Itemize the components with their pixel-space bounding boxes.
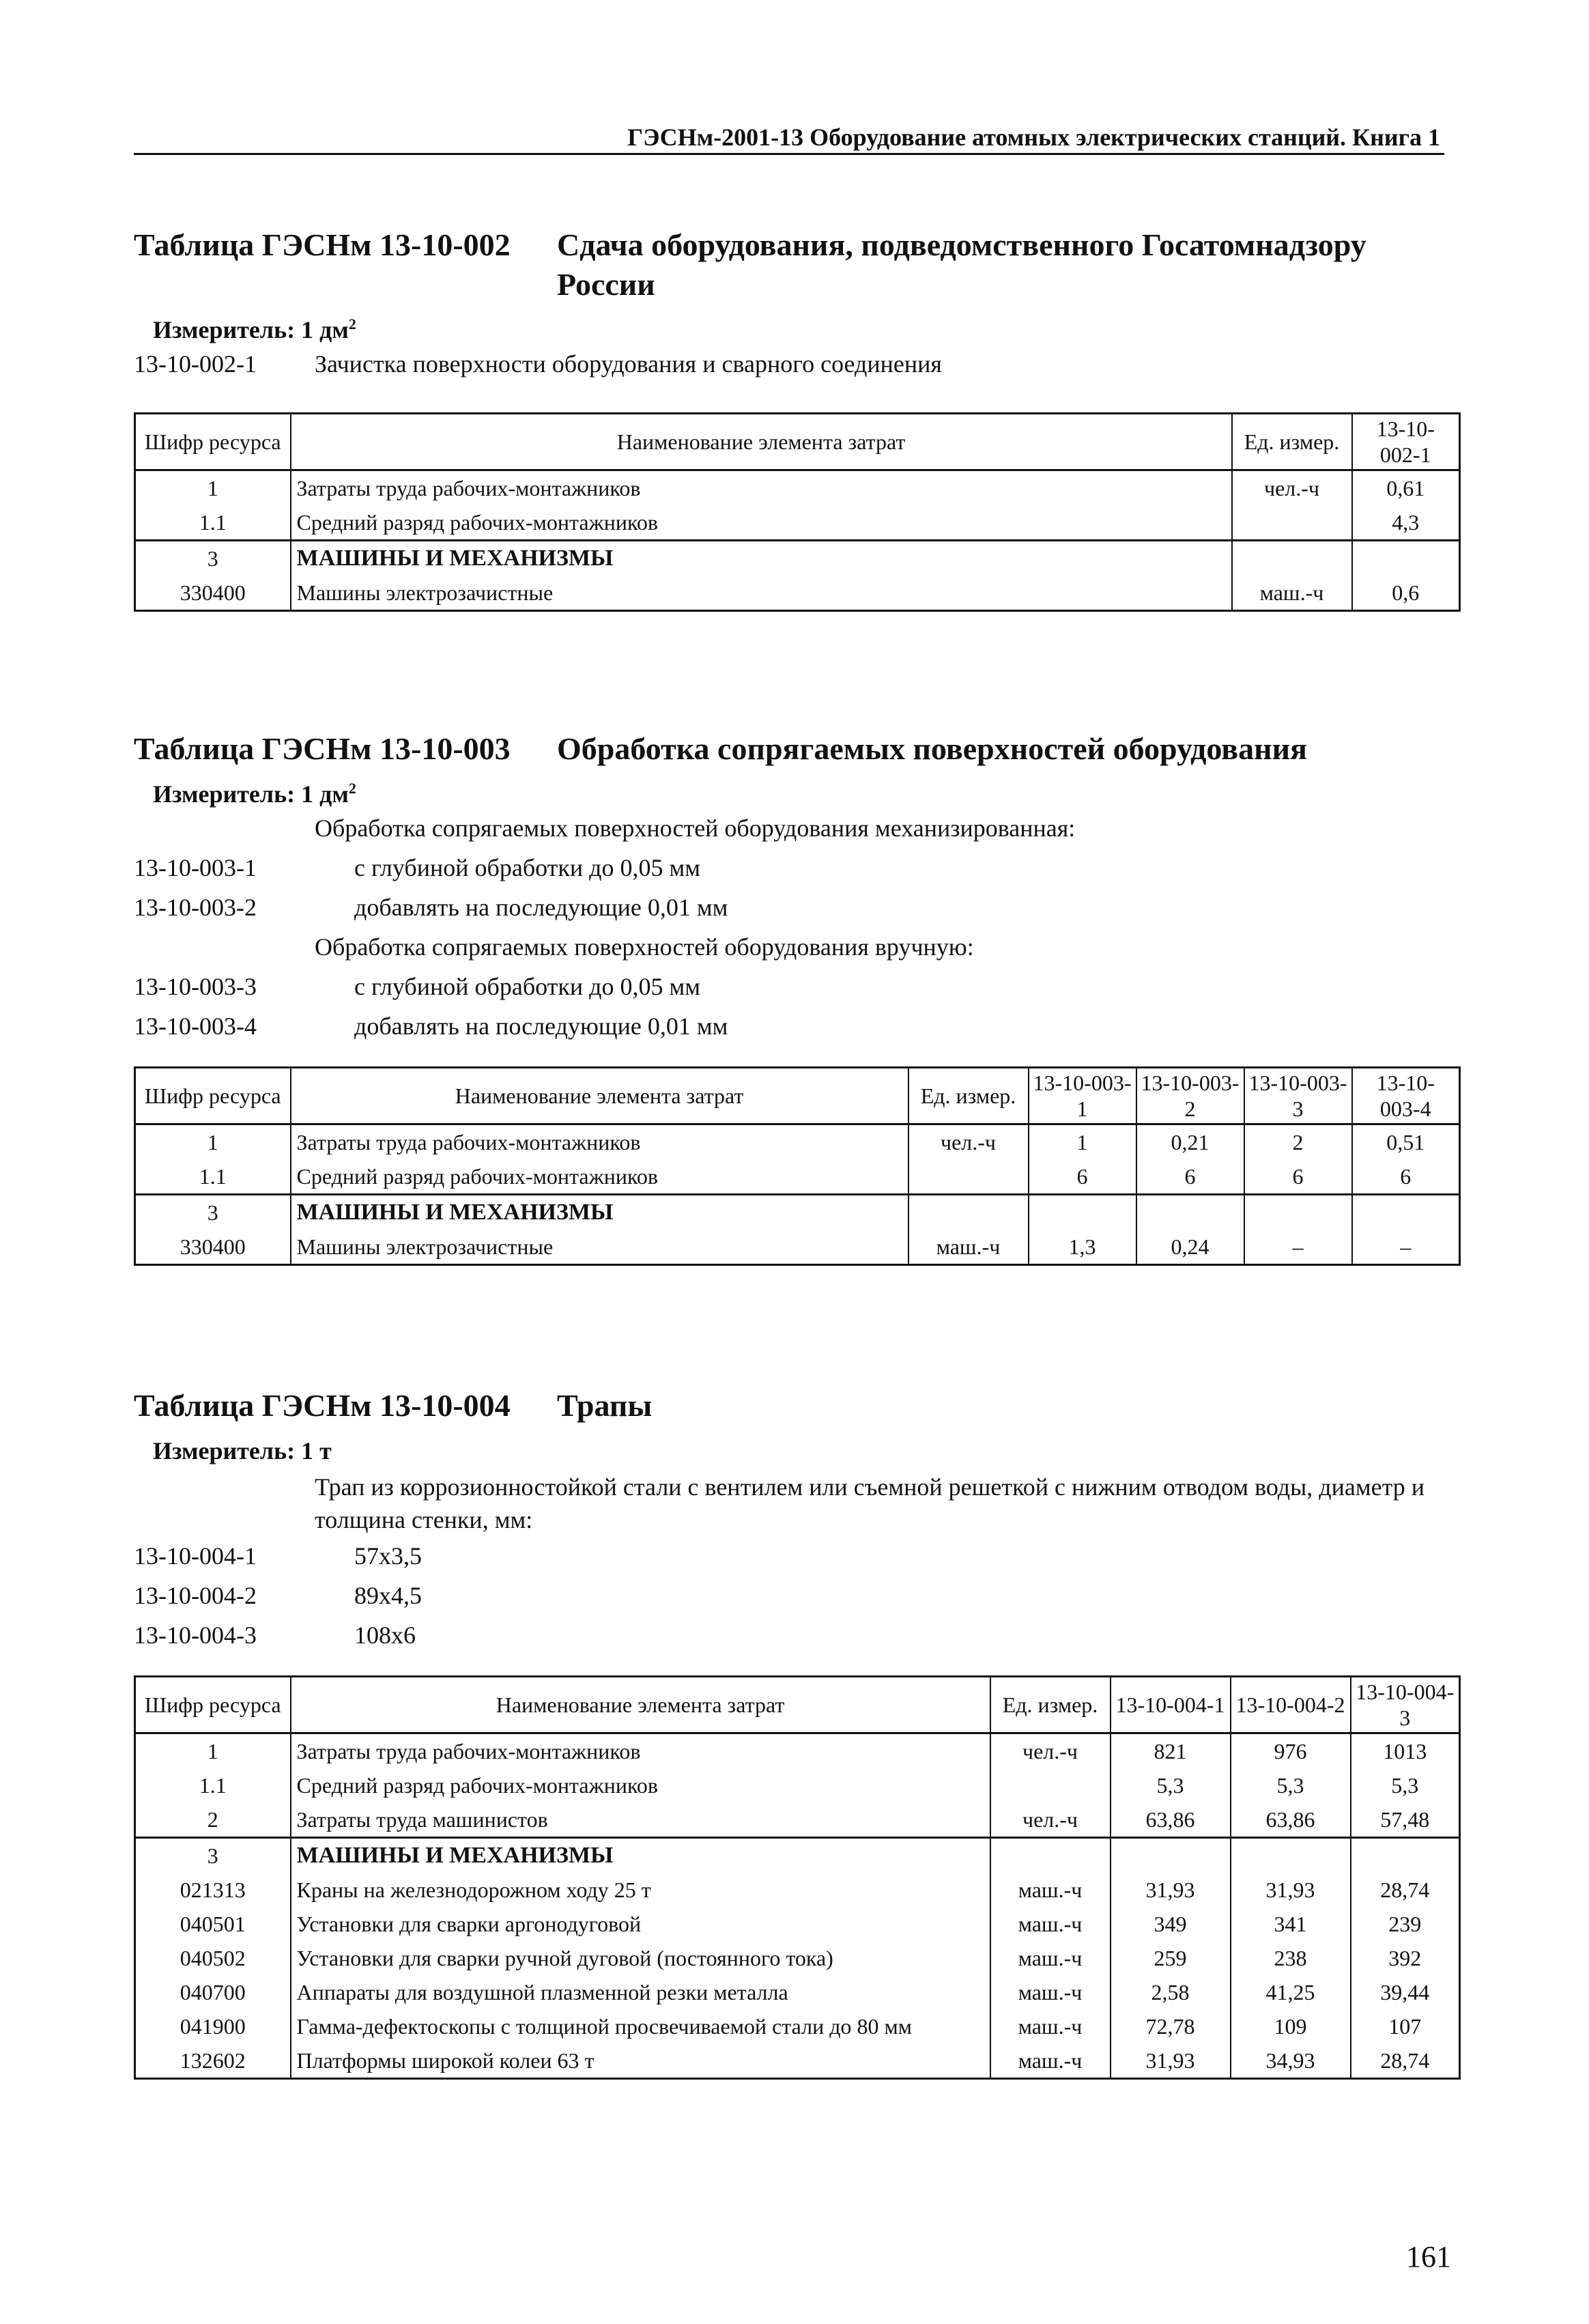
header-text: ГЭСНм-2001-13 Оборудование атомных электрических станций. Книга 1: [627, 124, 1440, 151]
table-number: Таблица ГЭСНм 13-10-003: [134, 731, 511, 766]
value-cell: 6: [1352, 1159, 1460, 1195]
cost-element-name: Гамма-дефектоскопы с толщиной просвечиваемой стали до 80 мм: [291, 2009, 990, 2043]
table-row: [135, 1873, 1460, 1907]
table-header-row: [135, 414, 1460, 470]
resource-code: 3: [135, 1195, 291, 1230]
cost-element-name: Машины электрозачистные: [291, 1230, 908, 1265]
cost-element-name: Затраты труда машинистов: [291, 1802, 990, 1838]
value-cell: 6: [1029, 1159, 1136, 1195]
measure-unit: [153, 1436, 1458, 1465]
value-cell: 0,21: [1136, 1124, 1244, 1160]
table-header-row: [135, 1068, 1460, 1124]
section-13-10-004: [134, 1386, 1458, 2080]
unit: [1232, 505, 1352, 541]
table-row: [135, 1907, 1460, 1941]
cost-element-name: Затраты труда рабочих-монтажников: [291, 1733, 990, 1769]
table-row: [135, 2043, 1460, 2079]
measure-superscript: 2: [348, 780, 356, 797]
table-row: [135, 1124, 1460, 1160]
description-item: [134, 344, 1458, 384]
value-cell: 63,86: [1231, 1802, 1351, 1838]
value-cell: 238: [1231, 1941, 1351, 1975]
unit: маш.-ч: [990, 1907, 1111, 1941]
resource-code: 1: [135, 470, 291, 506]
unit: [990, 1838, 1111, 1873]
value-cell: [1244, 1195, 1352, 1230]
value-cell: 107: [1351, 2009, 1460, 2043]
resource-code: 1.1: [135, 1159, 291, 1195]
value-cell: 6: [1244, 1159, 1352, 1195]
table-number: Таблица ГЭСНм 13-10-004: [134, 1388, 511, 1423]
description-item: [134, 1536, 1458, 1576]
value-cell: 31,93: [1111, 2043, 1231, 2079]
table-row: [135, 1733, 1460, 1769]
column-header: Ед. измер.: [1232, 414, 1352, 470]
value-cell: [1352, 1195, 1460, 1230]
resource-code: 1.1: [135, 505, 291, 541]
value-cell: 6: [1136, 1159, 1244, 1195]
value-cell: 976: [1231, 1733, 1351, 1769]
table-row: [135, 2009, 1460, 2043]
table-header-row: [135, 1677, 1460, 1733]
column-header: 13-10-003-1: [1029, 1068, 1136, 1124]
description-code: 13-10-002-1: [134, 350, 257, 378]
value-cell: 31,93: [1111, 1873, 1231, 1907]
table-row: [135, 1975, 1460, 2009]
unit: чел.-ч: [990, 1802, 1111, 1838]
value-cell: 259: [1111, 1941, 1231, 1975]
cost-element-name: Затраты труда рабочих-монтажников: [291, 470, 1232, 506]
description-text: добавлять на последующие 0,01 мм: [354, 894, 728, 921]
resource-code: 330400: [135, 1230, 291, 1265]
cost-element-name: Аппараты для воздушной плазменной резки металла: [291, 1975, 990, 2009]
resource-code: 040502: [135, 1941, 291, 1975]
description-item: [134, 1576, 1458, 1615]
measure-label: Измеритель: 1 т: [153, 1437, 332, 1464]
column-header: 13-10-003-2: [1136, 1068, 1244, 1124]
resource-code: 1: [135, 1124, 291, 1160]
group-heading: МАШИНЫ И МЕХАНИЗМЫ: [291, 541, 1232, 576]
table-row: [135, 1159, 1460, 1195]
resource-code: 040700: [135, 1975, 291, 2009]
description-item: [134, 808, 1458, 848]
column-header: Наименование элемента затрат: [291, 1677, 990, 1733]
table-row: [135, 1941, 1460, 1975]
value-cell: 1013: [1351, 1733, 1460, 1769]
table-row: [135, 1195, 1460, 1230]
value-cell: 5,3: [1351, 1768, 1460, 1802]
unit: [990, 1768, 1111, 1802]
column-header: Шифр ресурса: [135, 1677, 291, 1733]
column-header: Шифр ресурса: [135, 414, 291, 470]
description-text: с глубиной обработки до 0,05 мм: [354, 854, 701, 881]
description-code: [134, 1471, 315, 1536]
value-cell: 2: [1244, 1124, 1352, 1160]
cost-element-name: Машины электрозачистные: [291, 576, 1232, 611]
value-cell: 392: [1351, 1941, 1460, 1975]
value-cell: 57,48: [1351, 1802, 1460, 1838]
resource-code: 2: [135, 1802, 291, 1838]
page-number: 161: [1406, 2240, 1451, 2273]
resource-code: 1.1: [135, 1768, 291, 1802]
table-number: Таблица ГЭСНм 13-10-002: [134, 227, 511, 262]
description-text: Зачистка поверхности оборудования и сварного соединения: [315, 350, 942, 378]
table-row: [135, 541, 1460, 576]
column-header: 13-10-003-3: [1244, 1068, 1352, 1124]
column-header: Наименование элемента затрат: [291, 414, 1232, 470]
cost-table: [134, 1675, 1461, 2080]
description-code: 13-10-003-3: [134, 973, 257, 1000]
table-row: [135, 1802, 1460, 1838]
cost-element-name: Затраты труда рабочих-монтажников: [291, 1124, 908, 1160]
resource-code: 021313: [135, 1873, 291, 1907]
resource-code: 3: [135, 541, 291, 576]
value-cell: [1029, 1195, 1136, 1230]
value-cell: [1111, 1838, 1231, 1873]
description-text: 89х4,5: [354, 1582, 422, 1609]
description-text: Обработка сопрягаемых поверхностей оборудования механизированная:: [315, 814, 1076, 842]
unit: [908, 1159, 1029, 1195]
group-heading: МАШИНЫ И МЕХАНИЗМЫ: [291, 1838, 990, 1873]
table-title: Обработка сопрягаемых поверхностей оборудования: [557, 731, 1307, 766]
unit: маш.-ч: [990, 1941, 1111, 1975]
description-list: [134, 344, 1458, 384]
column-header: 13-10-004-3: [1351, 1677, 1460, 1733]
description-code: 13-10-003-2: [134, 894, 257, 921]
unit: чел.-ч: [908, 1124, 1029, 1160]
description-item: [134, 1615, 1458, 1655]
table-title: Трапы: [557, 1388, 653, 1423]
description-item: [134, 927, 1458, 967]
description-code: 13-10-003-4: [134, 1012, 257, 1040]
column-header: 13-10-004-2: [1231, 1677, 1351, 1733]
unit: [908, 1195, 1029, 1230]
value-cell: 5,3: [1111, 1768, 1231, 1802]
column-header: Шифр ресурса: [135, 1068, 291, 1124]
table-title: Сдача оборудования, подведомственного Госатомнадзору России: [557, 227, 1366, 302]
description-list: [134, 808, 1458, 1046]
value-cell: 1,3: [1029, 1230, 1136, 1265]
value-cell: 0,24: [1136, 1230, 1244, 1265]
unit: чел.-ч: [990, 1733, 1111, 1769]
measure-unit: [153, 780, 1458, 808]
table-heading: [134, 225, 1458, 304]
unit: маш.-ч: [1232, 576, 1352, 611]
column-header: Ед. измер.: [990, 1677, 1111, 1733]
unit: [1232, 541, 1352, 576]
column-header: Ед. измер.: [908, 1068, 1029, 1124]
value-cell: 63,86: [1111, 1802, 1231, 1838]
cost-element-name: Установки для сварки аргонодуговой: [291, 1907, 990, 1941]
value-cell: 1: [1029, 1124, 1136, 1160]
table-row: [135, 1230, 1460, 1265]
description-item: [134, 1006, 1458, 1046]
value-cell: [1351, 1838, 1460, 1873]
value-cell: –: [1352, 1230, 1460, 1265]
description-text: 57х3,5: [354, 1542, 422, 1570]
table-row: [135, 470, 1460, 506]
table-heading: [134, 729, 1458, 769]
section-13-10-002: [134, 225, 1458, 612]
value-cell: 109: [1231, 2009, 1351, 2043]
resource-code: 040501: [135, 1907, 291, 1941]
value-cell: 2,58: [1111, 1975, 1231, 2009]
measure-unit: [153, 315, 1458, 344]
value-cell: 28,74: [1351, 2043, 1460, 2079]
description-item: [134, 848, 1458, 888]
column-header: 13-10-002-1: [1352, 414, 1460, 470]
value-cell: [1136, 1195, 1244, 1230]
description-text: добавлять на последующие 0,01 мм: [354, 1012, 728, 1040]
value-cell: 28,74: [1351, 1873, 1460, 1907]
value-cell: [1231, 1838, 1351, 1873]
description-text: Обработка сопрягаемых поверхностей оборудования вручную:: [315, 933, 974, 961]
table-row: [135, 576, 1460, 611]
value-cell: 0,51: [1352, 1124, 1460, 1160]
value-cell: 0,61: [1352, 470, 1460, 506]
column-header: 13-10-004-1: [1111, 1677, 1231, 1733]
section-13-10-003: [134, 729, 1458, 1266]
cost-element-name: Средний разряд рабочих-монтажников: [291, 1159, 908, 1195]
table-heading: [134, 1386, 1458, 1426]
value-cell: 349: [1111, 1907, 1231, 1941]
table-row: [135, 1838, 1460, 1873]
cost-element-name: Установки для сварки ручной дуговой (постоянного тока): [291, 1941, 990, 1975]
table-row: [135, 1768, 1460, 1802]
unit: маш.-ч: [990, 1873, 1111, 1907]
cost-element-name: Краны на железнодорожном ходу 25 т: [291, 1873, 990, 1907]
measure-label: Измеритель: 1 дм: [153, 316, 349, 343]
cost-element-name: Платформы широкой колеи 63 т: [291, 2043, 990, 2079]
measure-label: Измеритель: 1 дм: [153, 780, 349, 808]
resource-code: 3: [135, 1838, 291, 1873]
column-header: 13-10-003-4: [1352, 1068, 1460, 1124]
description-text: с глубиной обработки до 0,05 мм: [354, 973, 701, 1000]
unit: маш.-ч: [908, 1230, 1029, 1265]
description-item: [134, 888, 1458, 927]
value-cell: 34,93: [1231, 2043, 1351, 2079]
value-cell: 41,25: [1231, 1975, 1351, 2009]
value-cell: 821: [1111, 1733, 1231, 1769]
cost-element-name: Средний разряд рабочих-монтажников: [291, 1768, 990, 1802]
cost-table: [134, 1066, 1461, 1266]
header-rule: [134, 153, 1444, 155]
value-cell: 4,3: [1352, 505, 1460, 541]
description-code: [134, 808, 315, 848]
description-item: [134, 1471, 1458, 1536]
value-cell: –: [1244, 1230, 1352, 1265]
value-cell: 5,3: [1231, 1768, 1351, 1802]
resource-code: 132602: [135, 2043, 291, 2079]
unit: чел.-ч: [1232, 470, 1352, 506]
cost-element-name: Средний разряд рабочих-монтажников: [291, 505, 1232, 541]
description-code: 13-10-004-2: [134, 1582, 257, 1609]
description-code: [134, 927, 315, 967]
group-heading: МАШИНЫ И МЕХАНИЗМЫ: [291, 1195, 908, 1230]
value-cell: 0,6: [1352, 576, 1460, 611]
column-header: Наименование элемента затрат: [291, 1068, 908, 1124]
value-cell: 341: [1231, 1907, 1351, 1941]
description-code: 13-10-003-1: [134, 854, 257, 881]
running-header: [134, 123, 1444, 155]
value-cell: 31,93: [1231, 1873, 1351, 1907]
resource-code: 041900: [135, 2009, 291, 2043]
unit: маш.-ч: [990, 2043, 1111, 2079]
description-code: 13-10-004-1: [134, 1542, 257, 1570]
description-text: Трап из коррозионностойкой стали с вентилем или съемной решеткой с нижним отводом воды, диаметр и толщина стенки, мм:: [315, 1473, 1425, 1533]
description-list: [134, 1471, 1458, 1655]
resource-code: 330400: [135, 576, 291, 611]
description-code: 13-10-004-3: [134, 1621, 257, 1649]
unit: маш.-ч: [990, 1975, 1111, 2009]
resource-code: 1: [135, 1733, 291, 1769]
table-row: [135, 505, 1460, 541]
value-cell: [1352, 541, 1460, 576]
description-text: 108х6: [354, 1621, 416, 1649]
cost-table: [134, 412, 1461, 612]
value-cell: 39,44: [1351, 1975, 1460, 2009]
unit: маш.-ч: [990, 2009, 1111, 2043]
measure-superscript: 2: [348, 315, 356, 332]
value-cell: 72,78: [1111, 2009, 1231, 2043]
value-cell: 239: [1351, 1907, 1460, 1941]
description-item: [134, 967, 1458, 1006]
